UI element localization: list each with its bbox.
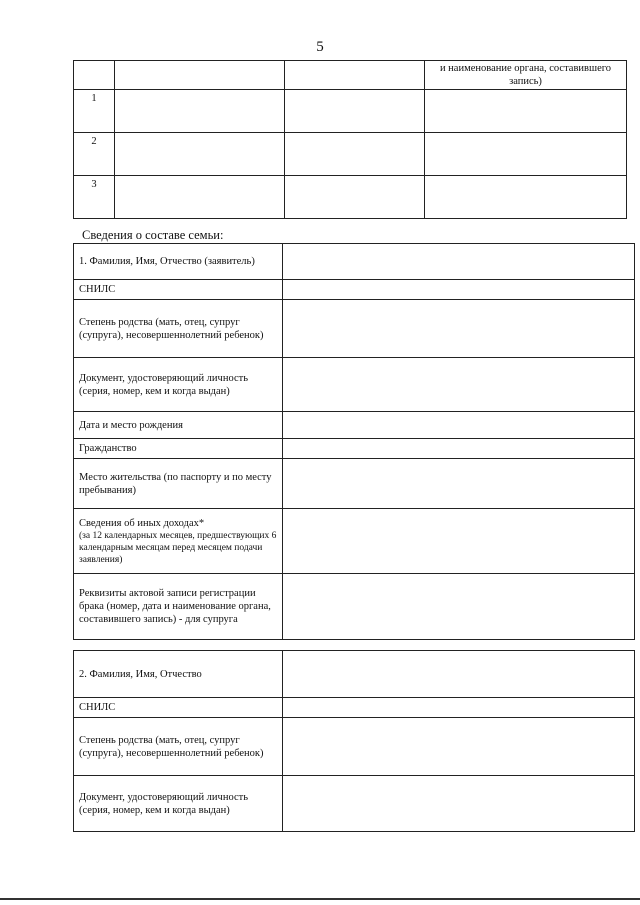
residence-field[interactable]: [283, 459, 635, 509]
page-number: 5: [316, 39, 324, 55]
document-field[interactable]: [283, 776, 635, 832]
header-cell: [74, 61, 115, 90]
row-number: 3: [74, 176, 115, 219]
family-section-title: Сведения о составе семьи:: [82, 228, 224, 242]
table-row: [74, 509, 635, 574]
fio-field[interactable]: [283, 651, 635, 698]
table-cell[interactable]: [425, 133, 627, 176]
snils-label: СНИЛС: [74, 280, 283, 300]
table-row: [74, 718, 635, 776]
document-label: Документ, удостоверяющий личность (серия, номер, кем и когда выдан): [74, 358, 283, 412]
residence-label: Место жительства (по паспорту и по месту пребывания): [74, 459, 283, 509]
income-label: [74, 509, 283, 574]
table-cell[interactable]: [115, 133, 285, 176]
header-cell: [115, 61, 285, 90]
citizenship-field[interactable]: [283, 439, 635, 459]
marriage-label: Реквизиты актовой записи регистрации брака (номер, дата и наименование органа, составившего запись) - для супруга: [74, 574, 283, 640]
income-field[interactable]: [283, 509, 635, 574]
family-member-2-table: [73, 650, 635, 832]
page-bottom-border: [0, 898, 640, 900]
table-row: [74, 459, 635, 509]
header-cell: [285, 61, 425, 90]
document-field[interactable]: [283, 358, 635, 412]
income-note: (за 12 календарных месяцев, предшествующих 6 календарным месяцам перед месяцем подачи заявления): [79, 530, 277, 565]
table-row: [74, 244, 635, 280]
table-row: [74, 651, 635, 698]
previous-records-table: [73, 60, 627, 219]
table-row: [74, 574, 635, 640]
relation-label: Степень родства (мать, отец, супруг (супруга), несовершеннолетний ребенок): [74, 718, 283, 776]
relation-field[interactable]: [283, 300, 635, 358]
table-cell[interactable]: [425, 176, 627, 219]
snils-label: СНИЛС: [74, 698, 283, 718]
table-row: [74, 412, 635, 439]
table-row: [74, 439, 635, 459]
table-row: [74, 776, 635, 832]
table-row: [74, 698, 635, 718]
family-member-1-table: [73, 243, 635, 640]
row-number: 1: [74, 90, 115, 133]
table-row: [74, 280, 635, 300]
table-row: [74, 358, 635, 412]
table-cell[interactable]: [285, 176, 425, 219]
table-cell[interactable]: [285, 90, 425, 133]
table-row: [74, 133, 627, 176]
table-row: [74, 90, 627, 133]
row-number: 2: [74, 133, 115, 176]
marriage-field[interactable]: [283, 574, 635, 640]
citizenship-label: Гражданство: [74, 439, 283, 459]
document-label: Документ, удостоверяющий личность (серия, номер, кем и когда выдан): [74, 776, 283, 832]
birth-label: Дата и место рождения: [74, 412, 283, 439]
fio-label: 2. Фамилия, Имя, Отчество: [74, 651, 283, 698]
table-row: [74, 300, 635, 358]
relation-field[interactable]: [283, 718, 635, 776]
birth-field[interactable]: [283, 412, 635, 439]
table-header-row: [74, 61, 627, 90]
table-row: [74, 176, 627, 219]
snils-field[interactable]: [283, 698, 635, 718]
snils-field[interactable]: [283, 280, 635, 300]
header-cell-organ: и наименование органа, составившего запись): [425, 61, 627, 90]
table-cell[interactable]: [425, 90, 627, 133]
fio-field[interactable]: [283, 244, 635, 280]
table-cell[interactable]: [115, 90, 285, 133]
relation-label: Степень родства (мать, отец, супруг (супруга), несовершеннолетний ребенок): [74, 300, 283, 358]
table-cell[interactable]: [115, 176, 285, 219]
fio-label: 1. Фамилия, Имя, Отчество (заявитель): [74, 244, 283, 280]
income-title: Сведения об иных доходах*: [79, 517, 205, 529]
table-cell[interactable]: [285, 133, 425, 176]
